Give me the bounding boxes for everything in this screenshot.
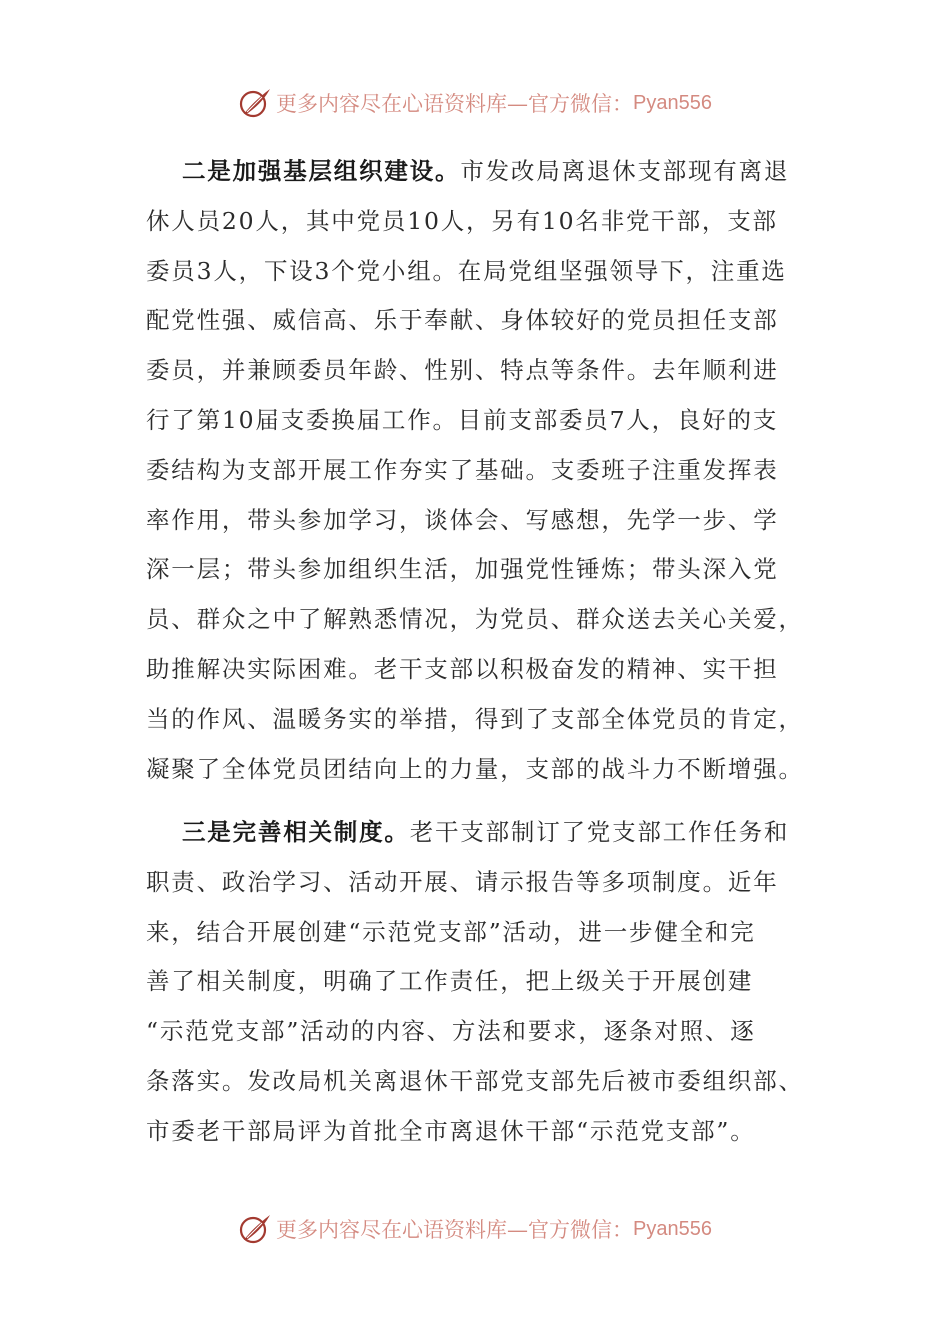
paragraph-line: 休人员20人，其中党员10人，另有10名非党干部，支部 <box>146 206 778 235</box>
paragraph-line: 员、群众之中了解熟悉情况，为党员、群众送去关心关爱， <box>146 605 804 634</box>
wechat-id: Pyan556 <box>633 1217 712 1240</box>
paragraph-line: 来，结合开展创建“示范党支部”活动，进一步健全和完 <box>146 917 756 946</box>
paragraph-line: 委员，并兼顾委员年龄、性别、特点等条件。去年顺利进 <box>146 356 779 385</box>
paragraph-line: 委员3人，下设3个党小组。在局党组坚强领导下，注重选 <box>146 256 787 285</box>
paragraph-systems <box>146 808 806 1157</box>
header-watermark <box>0 83 950 123</box>
paragraph-grassroots <box>146 147 806 794</box>
paragraph-line: 助推解决实际困难。老干支部以积极奋发的精神、实干担 <box>146 654 779 683</box>
paragraph-text: 市发改局离退休支部现有离退 <box>460 157 790 185</box>
footer-watermark <box>0 1209 950 1249</box>
paragraph-lead: 二是加强基层组织建设。 <box>182 157 461 185</box>
quill-logo-icon <box>238 86 272 120</box>
paragraph-line: 市委老干部局评为首批全市离退休干部“示范党支部”。 <box>146 1116 756 1145</box>
paragraph-line: 善了相关制度，明确了工作责任，把上级关于开展创建 <box>146 967 754 996</box>
paragraph-line: 职责、政治学习、活动开展、请示报告等多项制度。近年 <box>146 867 779 896</box>
paragraph-text: 老干支部制订了党支部工作任务和 <box>409 818 790 846</box>
paragraph-line: 行了第10届支委换届工作。目前支部委员7人，良好的支 <box>146 405 779 434</box>
paragraph-line: 深一层；带头参加组织生活，加强党性锤炼；带头深入党 <box>146 555 779 584</box>
paragraph-lead: 三是完善相关制度。 <box>182 818 410 846</box>
paragraph-line: 率作用，带头参加学习，谈体会、写感想，先学一步、学 <box>146 505 779 534</box>
paragraph-line: “示范党支部”活动的内容、方法和要求，逐条对照、逐 <box>146 1017 756 1046</box>
paragraph-line: 当的作风、温暖务实的举措，得到了支部全体党员的肯定， <box>146 704 804 733</box>
paragraph-line: 委结构为支部开展工作夯实了基础。支委班子注重发挥表 <box>146 455 779 484</box>
paragraph-line: 配党性强、威信高、乐于奉献、身体较好的党员担任支部 <box>146 306 779 335</box>
paragraph-line: 凝聚了全体党员团结向上的力量，支部的战斗力不断增强。 <box>146 754 804 783</box>
paragraph-line: 条落实。发改局机关离退休干部党支部先后被市委组织部、 <box>146 1066 804 1095</box>
watermark-text: 更多内容尽在心语资料库—官方微信： <box>276 1218 634 1242</box>
watermark-text: 更多内容尽在心语资料库—官方微信： <box>276 92 634 116</box>
wechat-id: Pyan556 <box>633 91 712 114</box>
paragraph-first-line <box>146 808 806 858</box>
paragraph-first-line <box>146 147 806 197</box>
quill-logo-icon <box>238 1212 272 1246</box>
